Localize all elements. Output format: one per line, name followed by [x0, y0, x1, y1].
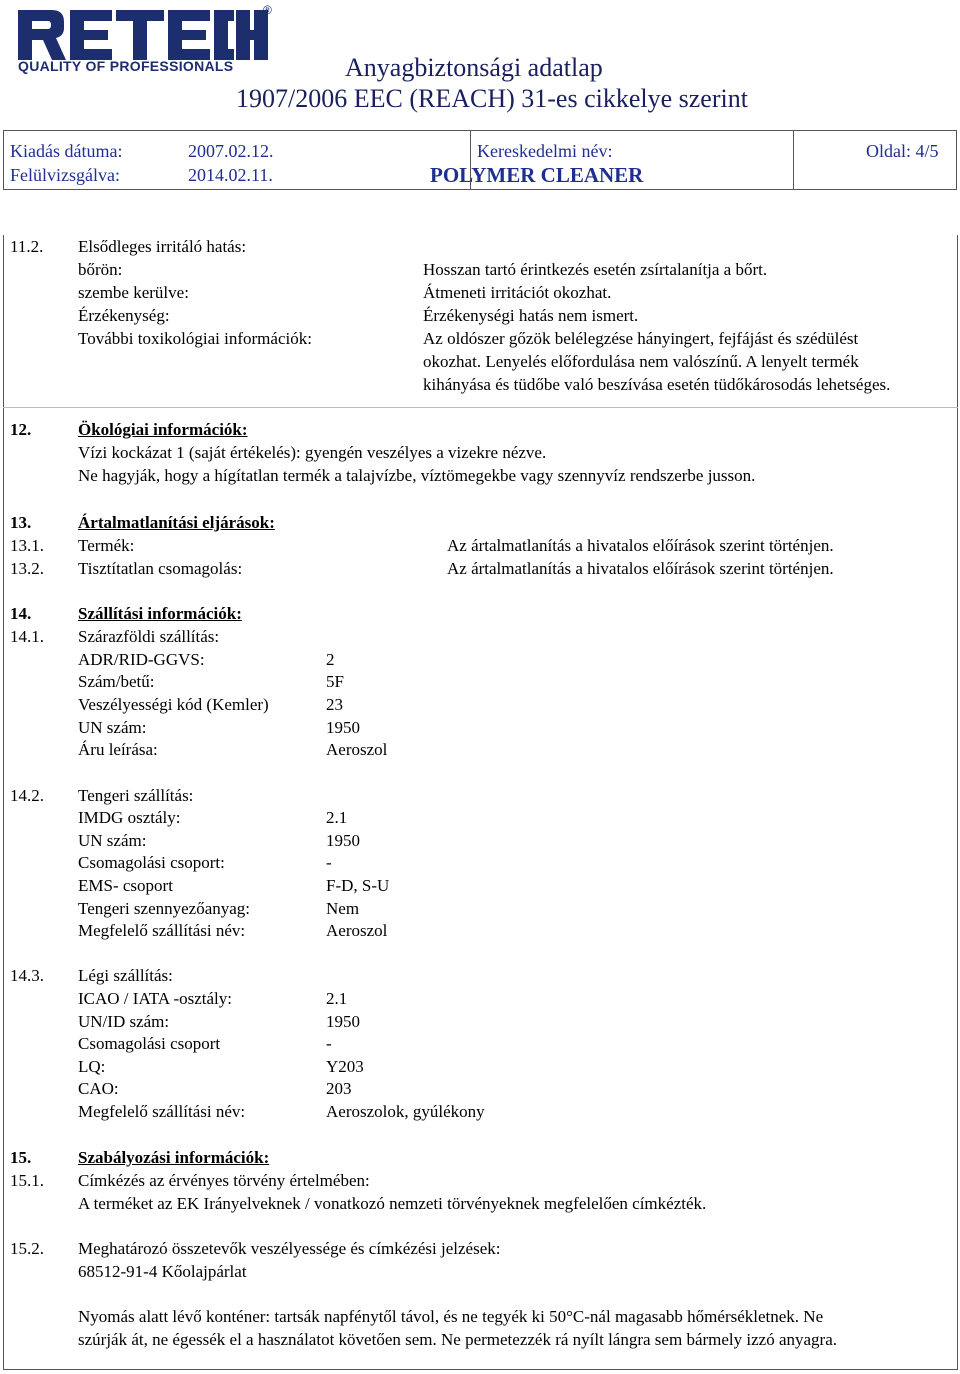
transport-value: 5F: [326, 672, 344, 691]
transport-label: CAO:: [78, 1079, 119, 1098]
transport-value: 1950: [326, 831, 360, 850]
s13-row-value: Az ártalmatlanítás a hivatalos előírások szerint történjen.: [447, 559, 834, 578]
s12-number: 12.: [10, 420, 32, 439]
s11-value: Érzékenységi hatás nem ismert.: [423, 306, 639, 325]
transport-value: -: [326, 1034, 332, 1053]
s15-note: szúrják át, ne égessék el a használatot követően sem. Ne permetezzék rá nyílt lángra sem bármely izzó anyagra.: [78, 1330, 837, 1349]
trade-name-value: POLYMER CLEANER: [430, 163, 644, 187]
s11-value: Átmeneti irritációt okozhat.: [423, 283, 612, 302]
s13-row-number: 13.2.: [10, 559, 44, 578]
transport-value: Aeroszolok, gyúlékony: [326, 1102, 485, 1121]
issue-date-label: Kiadás dátuma:: [10, 141, 123, 161]
s11-label: Érzékenység:: [78, 306, 170, 325]
s15-row-number: 15.2.: [10, 1239, 44, 1258]
transport-label: Csomagolási csoport: [78, 1034, 221, 1053]
transport-value: Aeroszol: [326, 740, 388, 759]
transport-value: 1950: [326, 718, 360, 737]
s11-value-cont: kihányása és tüdőbe való beszívása esetén tüdőkárosodás lehetséges.: [423, 375, 891, 394]
s13-title: Ártalmatlanítási eljárások:: [78, 513, 275, 532]
s11-value: Hosszan tartó érintkezés esetén zsírtalanítja a bőrt.: [423, 260, 768, 279]
s14-land-title: Szárazföldi szállítás:: [78, 627, 220, 646]
s13-row-value: Az ártalmatlanítás a hivatalos előírások szerint történjen.: [447, 536, 834, 555]
transport-label: Áru leírása:: [78, 740, 158, 759]
transport-label: Csomagolási csoport:: [78, 853, 225, 872]
review-date-value: 2014.02.11.: [188, 165, 273, 185]
page-number: Oldal: 4/5: [866, 141, 939, 161]
s15-note: Nyomás alatt lévő konténer: tartsák napfénytől távol, és ne tegyék ki 50°C-nál magasabb hőmérsékletnek. Ne: [78, 1307, 824, 1326]
transport-label: Szám/betű:: [78, 672, 155, 691]
s14-title: Szállítási információk:: [78, 604, 242, 623]
s14-air-number: 14.3.: [10, 966, 44, 985]
s11-value-cont: okozhat. Lenyelés előfordulása nem valószínű. A lenyelt termék: [423, 352, 859, 371]
s13-row-label: Tisztítatlan csomagolás:: [78, 559, 243, 578]
document-subtitle: 1907/2006 EEC (REACH) 31-es cikkelye szerint: [236, 84, 748, 113]
transport-value: -: [326, 853, 332, 872]
transport-value: 203: [326, 1079, 352, 1098]
s15-row-title: Címkézés az érvényes törvény értelmében:: [78, 1171, 370, 1190]
s11-number: 11.2.: [10, 237, 44, 256]
transport-value: 2.1: [326, 808, 348, 827]
s14-number: 14.: [10, 604, 32, 623]
transport-value: Nem: [326, 899, 360, 918]
issue-date-value: 2007.02.12.: [188, 141, 274, 161]
s12-text: Vízi kockázat 1 (saját értékelés): gyengén veszélyes a vizekre nézve.: [78, 443, 547, 462]
s15-row-text: A terméket az EK Irányelveknek / vonatkozó nemzeti törvényeknek megfelelően címkézték.: [78, 1194, 707, 1213]
s13-row-number: 13.1.: [10, 536, 44, 555]
s12-title: Ökológiai információk:: [78, 420, 248, 439]
s12-text: Ne hagyják, hogy a hígítatlan termék a talajvízbe, víztömegekbe vagy szennyvíz rendszerbe jusson.: [78, 466, 756, 485]
s11-title: Elsődleges irritáló hatás:: [78, 237, 247, 256]
transport-value: 2.1: [326, 989, 348, 1008]
transport-label: EMS- csoport: [78, 876, 173, 895]
s15-row-title: Meghatározó összetevők veszélyessége és címkézési jelzések:: [78, 1239, 501, 1258]
brand-tagline: QUALITY OF PROFESSIONALS: [18, 58, 234, 74]
retech-logo: [18, 10, 268, 60]
transport-value: Y203: [326, 1057, 364, 1076]
s11-label: bőrön:: [78, 260, 123, 279]
s14-air-title: Légi szállítás:: [78, 966, 173, 985]
transport-label: ADR/RID-GGVS:: [78, 650, 205, 669]
transport-value: 23: [326, 695, 343, 714]
s15-row-number: 15.1.: [10, 1171, 44, 1190]
s13-number: 13.: [10, 513, 32, 532]
transport-label: Tengeri szennyezőanyag:: [78, 899, 251, 918]
s11-label: szembe kerülve:: [78, 283, 189, 302]
s15-title: Szabályozási információk:: [78, 1148, 270, 1167]
s14-sea-title: Tengeri szállítás:: [78, 786, 194, 805]
registered-mark: ®: [263, 3, 272, 17]
transport-label: Veszélyességi kód (Kemler): [78, 695, 269, 714]
transport-label: UN szám:: [78, 718, 147, 737]
s14-land-number: 14.1.: [10, 627, 44, 646]
transport-value: 2: [326, 650, 335, 669]
document-title: Anyagbiztonsági adatlap: [345, 53, 603, 82]
transport-label: LQ:: [78, 1057, 106, 1076]
s11-value: Az oldószer gőzök belélegzése hányingert, fejfájást és szédülést: [423, 329, 859, 348]
transport-label: UN szám:: [78, 831, 147, 850]
s11-label: További toxikológiai információk:: [78, 329, 312, 348]
transport-label: Megfelelő szállítási név:: [78, 921, 246, 940]
header-divider: [793, 130, 794, 190]
transport-label: ICAO / IATA -osztály:: [78, 989, 232, 1008]
transport-label: Megfelelő szállítási név:: [78, 1102, 246, 1121]
s14-sea-number: 14.2.: [10, 786, 44, 805]
transport-label: IMDG osztály:: [78, 808, 181, 827]
section-divider: [3, 407, 958, 408]
transport-label: UN/ID szám:: [78, 1012, 170, 1031]
transport-value: F-D, S-U: [326, 876, 390, 895]
transport-value: Aeroszol: [326, 921, 388, 940]
s15-row-text: 68512-91-4 Kőolajpárlat: [78, 1262, 247, 1281]
transport-value: 1950: [326, 1012, 360, 1031]
trade-name-label: Kereskedelmi név:: [477, 141, 613, 161]
s15-number: 15.: [10, 1148, 32, 1167]
s13-row-label: Termék:: [78, 536, 135, 555]
review-date-label: Felülvizsgálva:: [10, 165, 120, 185]
